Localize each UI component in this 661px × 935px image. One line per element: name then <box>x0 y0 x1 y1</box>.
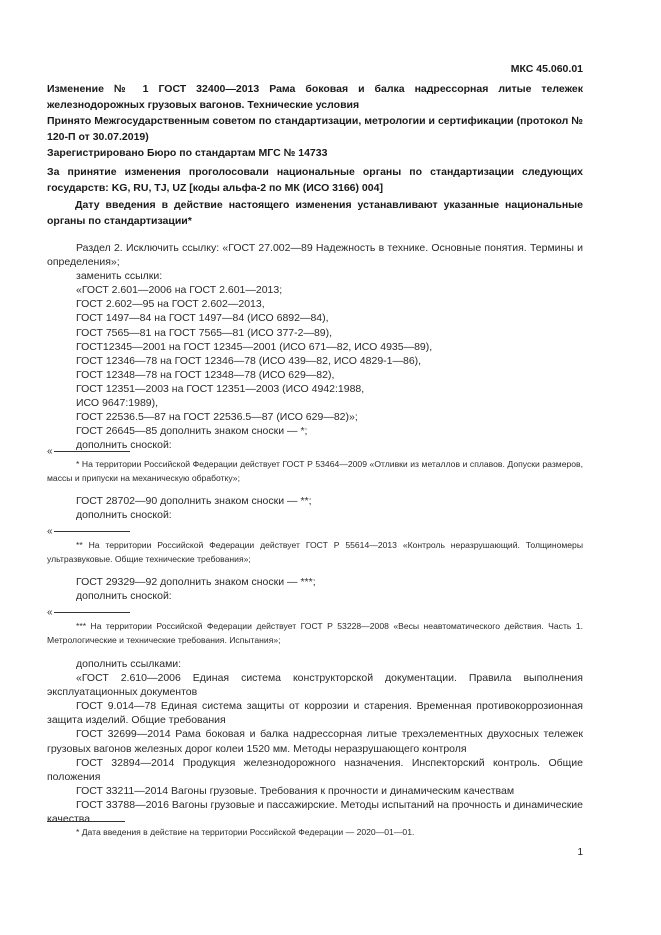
additions-label: дополнить ссылками: <box>76 658 182 670</box>
addition-item: ГОСТ 9.014—78 Единая система защиты от коррозии и старения. Временная противокоррозионная защита изделий. Общие требования <box>47 700 583 727</box>
footnote-quote-rule: « <box>47 607 130 618</box>
addition-item: ГОСТ 33788—2016 Вагоны грузовые и пассажирские. Методы испытаний на прочность и динамические качества <box>47 798 583 826</box>
replacement-item: ГОСТ 22536.5—87 на ГОСТ 22536.5—87 (ИСО 629—82)»; <box>76 411 358 424</box>
replacement-item: ГОСТ 2.602—95 на ГОСТ 2.602—2013, <box>76 298 265 311</box>
replacement-item: ГОСТ 12346—78 на ГОСТ 12346—78 (ИСО 439—82, ИСО 4829-1—86), <box>76 354 422 367</box>
effective-date-note: Дату введения в действие настоящего изменения устанавливают указанные национальные органы по стандартизации* <box>47 199 583 227</box>
addition-item: ГОСТ 32699—2014 Рама боковая и балка надрессорная литые трехэлементных двухосных тележек грузовых вагонов железных дорог колеи 1520 мм. Методы неразрушающего контроля <box>47 728 583 755</box>
page-number: 1 <box>577 847 583 858</box>
replacement-item: ИСО 9647:1989), <box>76 397 159 410</box>
add-footnote-line: дополнить сноской: <box>76 590 172 603</box>
add-mark-line: ГОСТ 29329—92 дополнить знаком сноски — ***; <box>76 576 316 588</box>
section-2-intro: Раздел 2. Исключить ссылку: «ГОСТ 27.002—89 Надежность в технике. Основные понятия. Термины и определения»; <box>47 242 583 269</box>
classification-code: МКС 45.060.01 <box>510 63 583 75</box>
footnote-2: ** На территории Российской Федерации действует ГОСТ Р 55614—2013 «Контроль неразрушающий. Толщиномеры ультразвуковые. Общие технические требования»; <box>47 540 583 565</box>
additions-block <box>47 657 583 826</box>
replacement-item: ГОСТ 12351—2003 на ГОСТ 12351—2003 (ИСО 4942:1988, <box>76 382 365 395</box>
replacement-item: «ГОСТ 2.601—2006 на ГОСТ 2.601—2013; <box>76 284 283 297</box>
add-mark-line: ГОСТ 28702—90 дополнить знаком сноски — **; <box>76 495 312 507</box>
addition-item: ГОСТ 32894—2014 Продукция железнодорожного назначения. Инспекторский контроль. Общие положения <box>47 756 583 783</box>
change-block-2 <box>47 494 583 522</box>
section-2-changes <box>47 241 583 452</box>
footnote-3: *** На территории Российской Федерации действует ГОСТ Р 53228—2008 «Весы неавтоматического действия. Часть 1. Метрологические и технические требования. Испытания»; <box>47 621 583 646</box>
add-footnote-line: дополнить сноской: <box>76 439 172 452</box>
effective-date-footnote: * Дата введения в действие на территории Российской Федерации — 2020—01—01. <box>76 827 415 837</box>
footnote-separator <box>47 821 125 822</box>
add-footnote-line: дополнить сноской: <box>76 509 172 522</box>
addition-item: ГОСТ 33211—2014 Вагоны грузовые. Требования к прочности и динамическим качествам <box>76 784 515 797</box>
amendment-title: Изменение № 1 ГОСТ 32400—2013 Рама боковая и балка надрессорная литые тележек железнодорожных грузовых вагонов. Технические условия <box>47 83 583 111</box>
replacement-item: ГОСТ12345—2001 на ГОСТ 12345—2001 (ИСО 671—82, ИСО 4935—89), <box>76 340 433 353</box>
change-block-3 <box>47 575 583 603</box>
footnote-quote-rule: « <box>47 526 130 537</box>
replacement-item: ГОСТ 1497—84 на ГОСТ 1497—84 (ИСО 6892—84), <box>76 312 329 325</box>
add-mark-line: ГОСТ 26645—85 дополнить знаком сноски — *; <box>76 425 308 438</box>
registration-note: Зарегистрировано Бюро по стандартам МГС № 14733 <box>47 147 328 159</box>
adoption-note: Принято Межгосударственным советом по стандартизации, метрологии и сертификации (протокол № 120-П от 30.07.2019) <box>47 115 583 143</box>
replace-label: заменить ссылки: <box>76 270 163 283</box>
voting-note: За принятие изменения проголосовали национальные органы по стандартизации следующих государств: KG, RU, TJ, UZ [коды альфа-2 по МК (ИСО 3166) 004] <box>47 166 583 194</box>
footnote-1: * На территории Российской Федерации действует ГОСТ Р 53464—2009 «Отливки из металлов и сплавов. Допуски размеров, массы и припуски на механическую обработку»; <box>47 459 583 484</box>
replacement-item: ГОСТ 7565—81 на ГОСТ 7565—81 (ИСО 377-2—89), <box>76 326 333 339</box>
addition-item: «ГОСТ 2.610—2006 Единая система конструкторской документации. Правила выполнения эксплуатационных документов <box>47 672 583 699</box>
replacement-item: ГОСТ 12348—78 на ГОСТ 12348—78 (ИСО 629—82), <box>76 368 335 381</box>
footnote-quote-rule: « <box>47 446 130 457</box>
